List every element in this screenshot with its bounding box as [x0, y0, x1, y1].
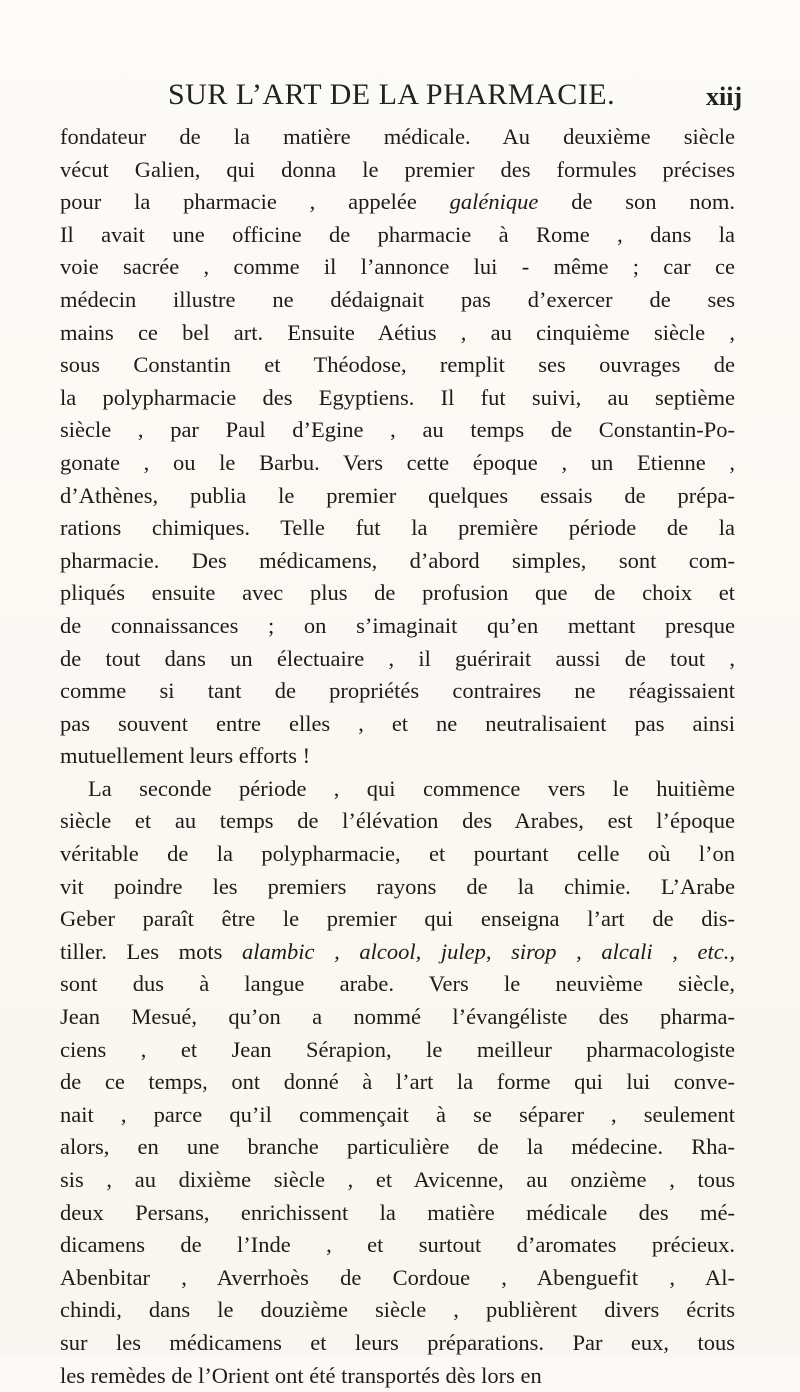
text-line — [60, 871, 735, 904]
text-segment: alors, en une branche particulière de la médecine. Rha- — [60, 1134, 735, 1160]
text-line — [60, 1229, 735, 1262]
italic-text: alambic , alcool, julep, sirop , alcali , etc., — [242, 938, 735, 964]
text-segment: nait , parce qu’il commençait à se séparer , seulement — [60, 1101, 735, 1127]
text-line — [60, 349, 735, 382]
text-line — [60, 1262, 735, 1295]
text-line — [60, 643, 735, 676]
text-segment: ciens , et Jean Sérapion, le meilleur pharmacologiste — [60, 1036, 735, 1062]
text-line — [60, 838, 735, 871]
text-line — [60, 740, 735, 773]
text-segment: Geber paraît être le premier qui enseigna l’art de dis- — [60, 906, 735, 932]
text-segment: deux Persans, enrichissent la matière médicale des mé- — [60, 1199, 735, 1225]
text-line — [60, 1164, 735, 1197]
text-segment: La seconde période , qui commence vers le huitième — [88, 775, 735, 801]
text-segment: pour la pharmacie , appelée — [60, 189, 450, 215]
italic-text: galénique — [449, 189, 539, 215]
text-line — [60, 219, 735, 252]
text-line — [60, 1066, 735, 1099]
text-segment: chindi, dans le douzième siècle , publièrent divers écrits — [60, 1297, 735, 1323]
text-segment: Il avait une officine de pharmacie à Rome , dans la — [60, 221, 735, 247]
text-segment: fondateur de la matière médicale. Au deuxième siècle — [60, 124, 735, 149]
text-segment: la polypharmacie des Egyptiens. Il fut suivi, au septième — [60, 384, 735, 410]
text-segment: comme si tant de propriétés contraires ne réagissaient — [60, 678, 735, 704]
text-segment: pharmacie. Des médicamens, d’abord simples, sont com- — [60, 547, 735, 573]
text-segment: rations chimiques. Telle fut la première période de la — [60, 515, 735, 541]
text-segment: siècle et au temps de l’élévation des Arabes, est l’époque — [60, 808, 735, 834]
text-line — [60, 284, 735, 317]
text-line — [60, 805, 735, 838]
text-segment: pliqués ensuite avec plus de profusion que de choix et — [60, 580, 735, 606]
text-segment: sous Constantin et Théodose, remplit ses ouvrages de — [60, 352, 735, 378]
text-line — [60, 480, 735, 513]
text-line — [60, 251, 735, 284]
text-segment: vit poindre les premiers rayons de la chimie. L’Arabe — [60, 873, 735, 899]
text-line — [60, 545, 735, 578]
text-line — [60, 675, 735, 708]
text-segment: de connaissances ; on s’imaginait qu’en mettant presque — [60, 612, 735, 638]
text-segment: d’Athènes, publia le premier quelques essais de prépa- — [60, 482, 735, 508]
text-line — [60, 903, 735, 936]
text-line — [60, 577, 735, 610]
text-segment: vécut Galien, qui donna le premier des formules précises — [60, 156, 735, 182]
text-segment: pas souvent entre elles , et ne neutralisaient pas ainsi — [60, 710, 735, 736]
text-line — [60, 1360, 735, 1392]
text-segment: mains ce bel art. Ensuite Aétius , au cinquième siècle , — [60, 319, 735, 345]
text-segment: dicamens de l’Inde , et surtout d’aromates précieux. — [60, 1232, 735, 1258]
text-line — [60, 512, 735, 545]
text-line — [60, 121, 735, 154]
text-segment: voie sacrée , comme il l’annonce lui - même ; car ce — [60, 254, 735, 280]
text-segment: de tout dans un électuaire , il guérirait aussi de tout , — [60, 645, 735, 671]
page-header — [0, 78, 800, 118]
text-line — [60, 1099, 735, 1132]
text-segment: de son nom. — [538, 189, 735, 215]
body-text — [60, 121, 735, 1392]
text-segment: gonate , ou le Barbu. Vers cette époque , un Etienne , — [60, 449, 735, 475]
text-line — [60, 773, 735, 806]
text-segment: de ce temps, ont donné à l’art la forme qui lui conve- — [60, 1069, 735, 1095]
text-line — [60, 708, 735, 741]
text-line — [60, 1131, 735, 1164]
text-segment: sis , au dixième siècle , et Avicenne, au onzième , tous — [60, 1167, 735, 1192]
text-line — [60, 1034, 735, 1067]
text-segment: siècle , par Paul d’Egine , au temps de Constantin-Po- — [60, 417, 735, 443]
text-line — [60, 610, 735, 643]
text-line — [60, 317, 735, 350]
page-number: xiij — [706, 82, 743, 111]
text-segment: véritable de la polypharmacie, et pourtant celle où l’on — [60, 841, 735, 867]
text-line — [60, 186, 735, 219]
text-segment: Jean Mesué, qu’on a nommé l’évangéliste des pharma- — [60, 1004, 735, 1030]
running-title: SUR L’ART DE LA PHARMACIE. — [168, 78, 616, 111]
text-segment: sur les médicamens et leurs préparations. Par eux, tous — [60, 1329, 735, 1355]
text-segment: tiller. Les mots — [60, 938, 242, 964]
text-line — [60, 1197, 735, 1230]
text-segment: sont dus à langue arabe. Vers le neuvième siècle, — [60, 971, 735, 997]
text-line — [60, 1327, 735, 1360]
text-line — [60, 968, 735, 1001]
text-line — [60, 414, 735, 447]
text-segment: Abenbitar , Averrhoès de Cordoue , Abenguefit , Al- — [60, 1264, 735, 1290]
text-line — [60, 936, 735, 969]
text-segment: mutuellement leurs efforts ! — [60, 743, 311, 769]
text-line — [60, 382, 735, 415]
text-line — [60, 447, 735, 480]
text-line — [60, 154, 735, 187]
text-line — [60, 1294, 735, 1327]
text-segment: médecin illustre ne dédaignait pas d’exercer de ses — [60, 286, 735, 312]
text-segment: les remèdes de l’Orient ont été transportés dès lors en — [60, 1362, 542, 1388]
text-line — [60, 1001, 735, 1034]
